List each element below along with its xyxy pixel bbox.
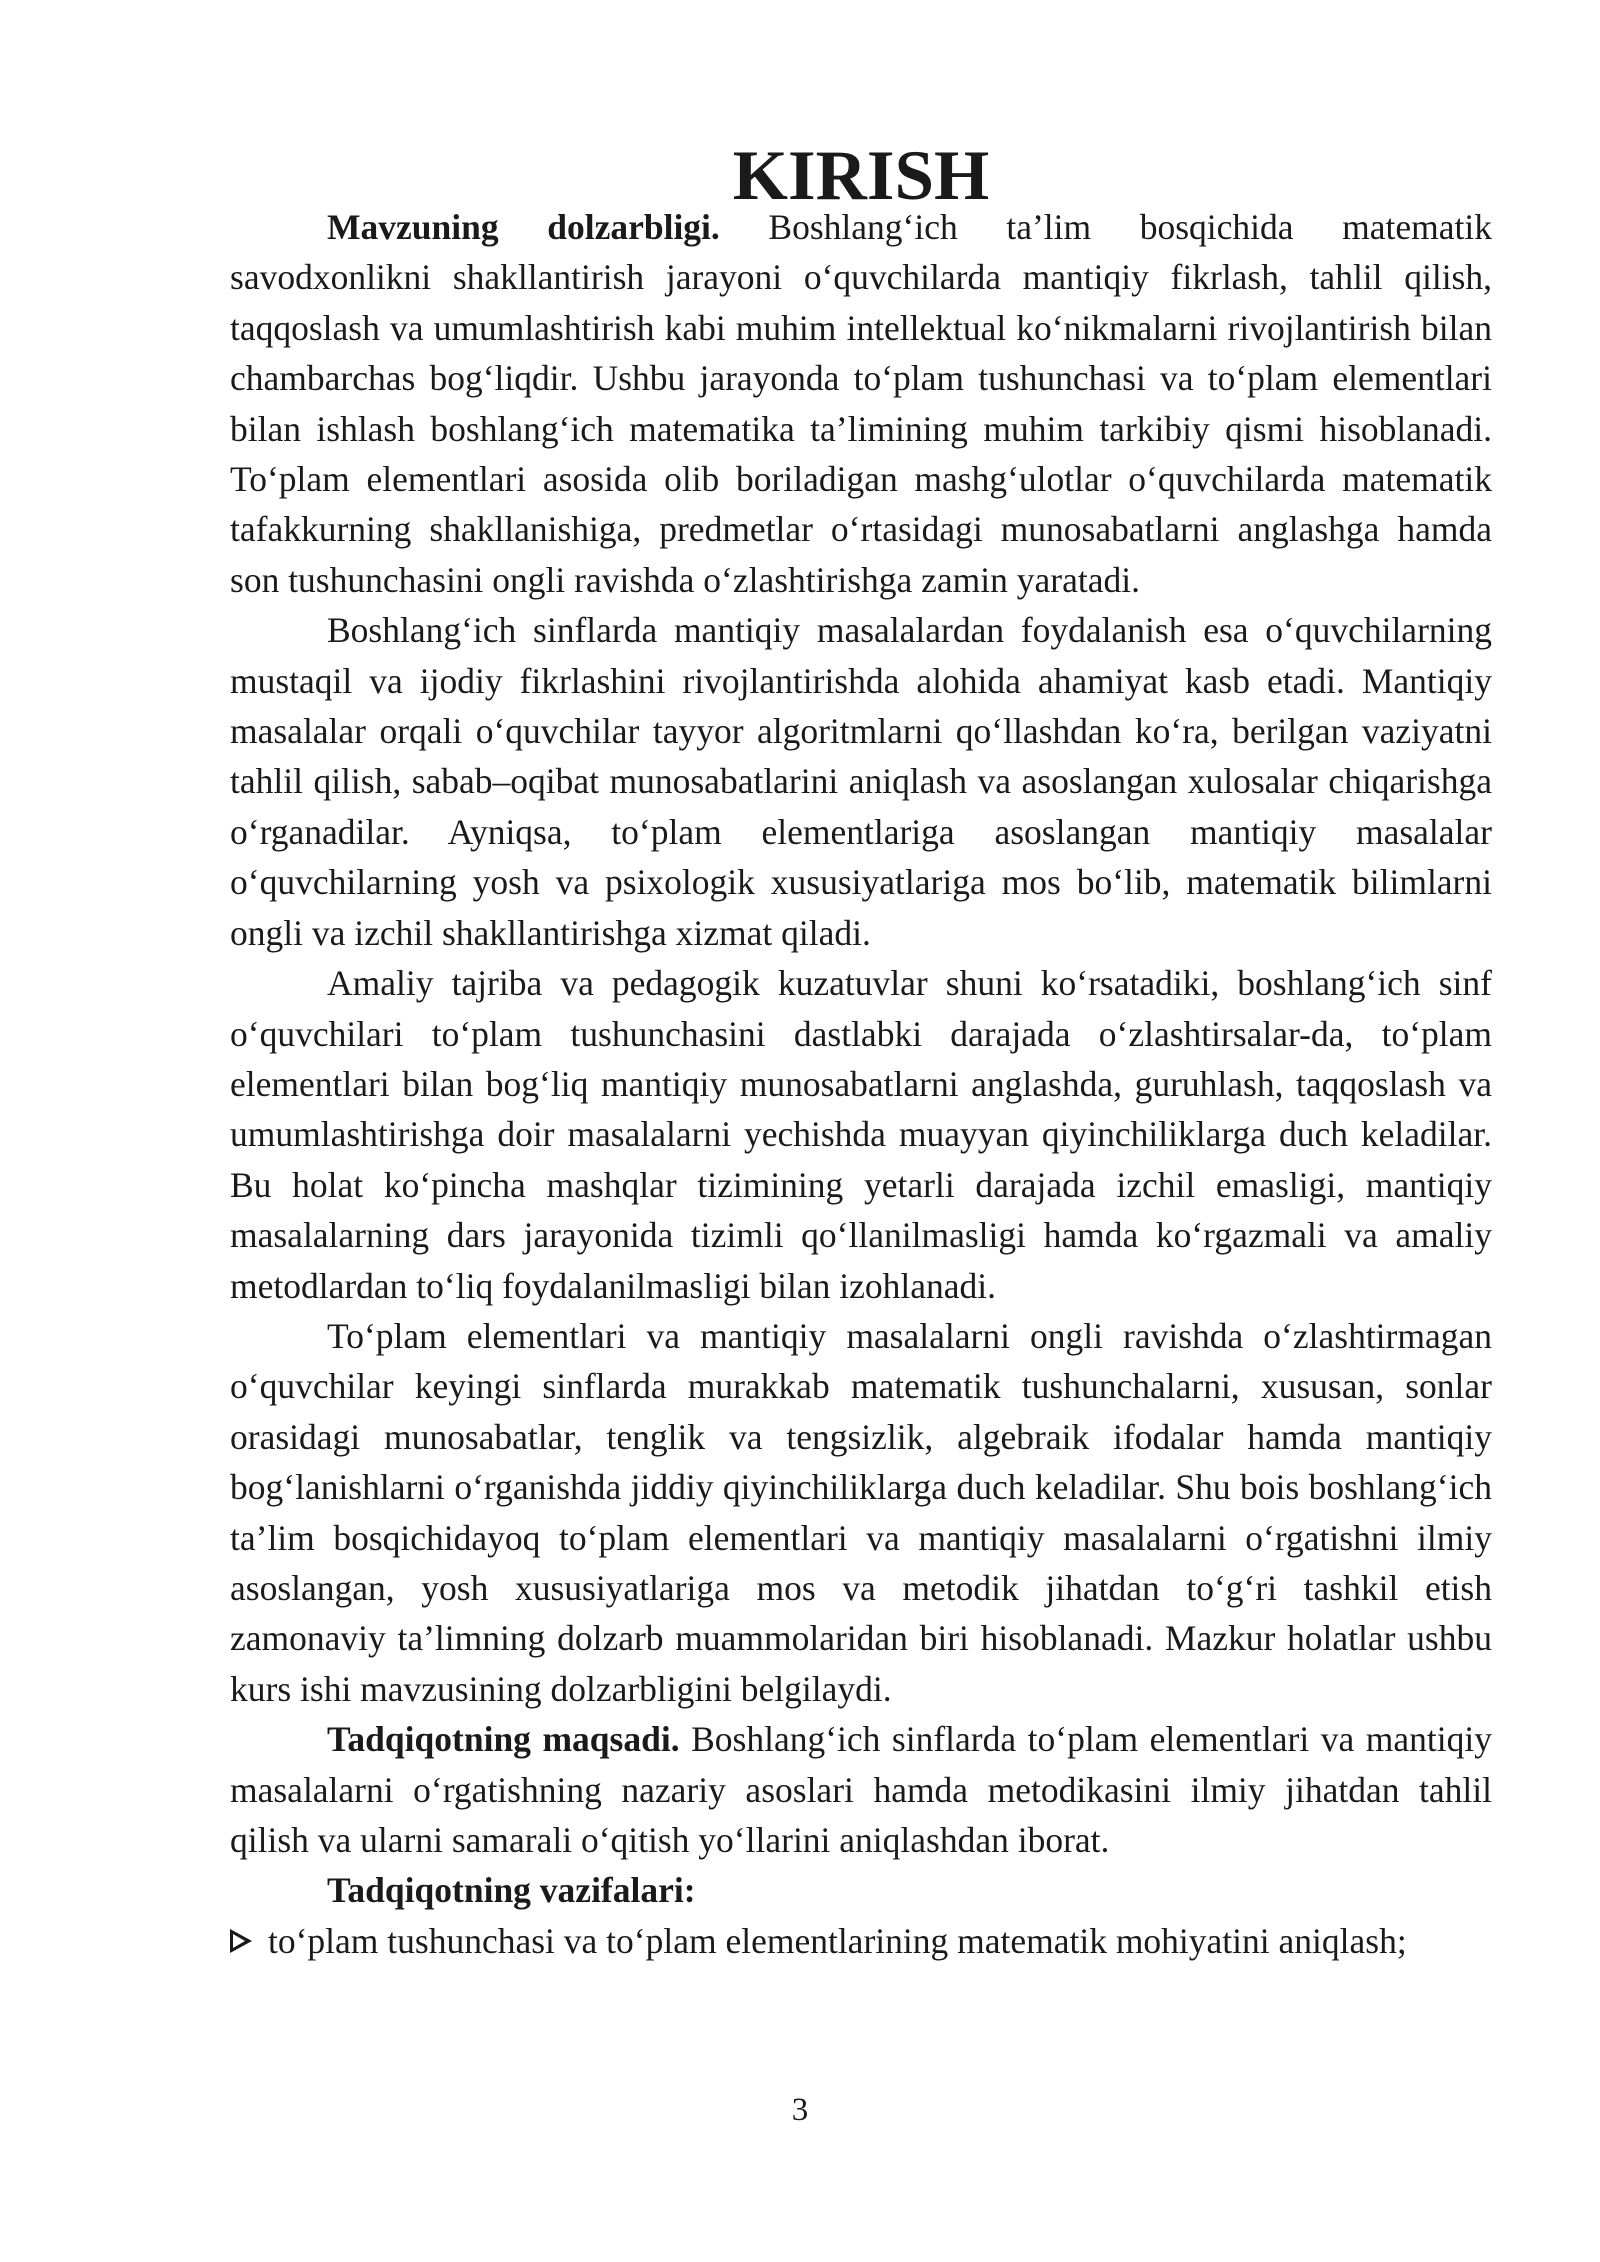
paragraph-goal: [230, 1714, 1492, 1865]
paragraph-relevance: [230, 202, 1492, 605]
paragraph-text: Boshlang‘ich ta’lim bosqichida matematik savodxonlikni shakllantirish jarayoni o‘quvchilarda mantiqiy fikrlash, tahlil qilish, taqqoslash va umumlashtirish kabi muhim intellektual ko‘nikmalarni rivojlantirish bilan chambarchas bog‘liqdir. Ushbu jarayonda to‘plam tushunchasi va to‘plam elementlari bilan ishlash boshlang‘ich matematika ta’limining muhim tarkibiy qismi hisoblanadi. To‘plam elementlari asosida olib boriladigan mashg‘ulotlar o‘quvchilarda matematik tafakkurning shakllanishiga, predmetlar o‘rtasidagi munosabatlarni anglashga hamda son tushunchasini ongli ravishda o‘zlashtirishga zamin yaratadi.: [230, 207, 1492, 600]
tasks-heading: Tadqiqotning vazifalari:: [327, 1870, 696, 1911]
paragraph-text: Boshlang‘ich sinflarda mantiqiy masalalardan foydalanish esa o‘quvchilarning mustaqil va ijodiy fikrlashini rivojlantirishda alohida ahamiyat kasb etadi. Mantiqiy masalalar orqali o‘quvchilar tayyor algoritmlarni qo‘llashdan ko‘ra, berilgan vaziyatni tahlil qilish, sabab–oqibat munosabatlarini aniqlash va asoslangan xulosalar chiqarishga o‘rganadilar. Ayniqsa, to‘plam elementlariga asoslangan mantiqiy masalalar o‘quvchilarning yosh va psixologik xususiyatlariga mos bo‘lib, matematik bilimlarni ongli va izchil shakllantirishga xizmat qiladi.: [230, 610, 1492, 953]
paragraph-logic-problems: [230, 605, 1492, 958]
section-heading: KIRISH: [732, 137, 990, 215]
list-item-text: to‘plam tushunchasi va to‘plam elementlarining matematik mohiyatini aniqlash;: [268, 1920, 1407, 1961]
list-item: [230, 1916, 1492, 1966]
paragraph-text: Boshlang‘ich sinflarda to‘plam elementlari va mantiqiy masalalarni o‘rgatishning nazariy asoslari hamda metodikasini ilmiy jihatdan tahlil qilish va ularni samarali o‘qitish yo‘llarini aniqlashdan iborat.: [230, 1719, 1492, 1860]
paragraph-lead: Mavzuning dolzarbligi.: [327, 207, 720, 247]
document-page: [230, 137, 1492, 1966]
page-number: 3: [791, 2092, 809, 2128]
paragraph-practice: [230, 958, 1492, 1311]
paragraph-text: To‘plam elementlari va mantiqiy masalalarni ongli ravishda o‘zlashtirmagan o‘quvchilar keyingi sinflarda murakkab matematik tushunchalarni, xususan, sonlar orasidagi munosabatlar, tenglik va tengsizlik, algebraik ifodalar hamda mantiqiy bog‘lanishlarni o‘rganishda jiddiy qiyinchiliklarga duch keladilar. Shu bois boshlang‘ich ta’lim bosqichidayoq to‘plam elementlari va mantiqiy masalalarni o‘rgatishni ilmiy asoslangan, yosh xususiyatlariga mos va metodik jihatdan to‘g‘ri tashkil etish zamonaviy ta’limning dolzarb muammolaridan biri hisoblanadi. Mazkur holatlar ushbu kurs ishi mavzusining dolzarbligini belgilaydi.: [230, 1315, 1492, 1709]
paragraph-lead: Tadqiqotning maqsadi.: [327, 1719, 680, 1760]
paragraph-difficulties: [230, 1311, 1492, 1714]
paragraph-text: Amaliy tajriba va pedagogik kuzatuvlar shuni ko‘rsatadiki, boshlang‘ich sinf o‘quvchilari to‘plam tushunchasini dastlabki darajada o‘zlashtirsalar-da, to‘plam elementlari bilan bog‘liq mantiqiy munosabatlarni anglashda, guruhlash, taqqoslash va umumlashtirishga doir masalalarni yechishda muayyan qiyinchiliklarga duch keladilar. Bu holat ko‘pincha mashqlar tizimining yetarli darajada izchil emasligi, mantiqiy masalalarning dars jarayonida tizimli qo‘llanilmasligi hamda ko‘rgazmali va amaliy metodlardan to‘liq foydalanilmasligi bilan izohlanadi.: [230, 963, 1492, 1306]
arrow-bullet-icon: [230, 1929, 252, 1953]
tasks-list: [230, 1916, 1492, 1966]
